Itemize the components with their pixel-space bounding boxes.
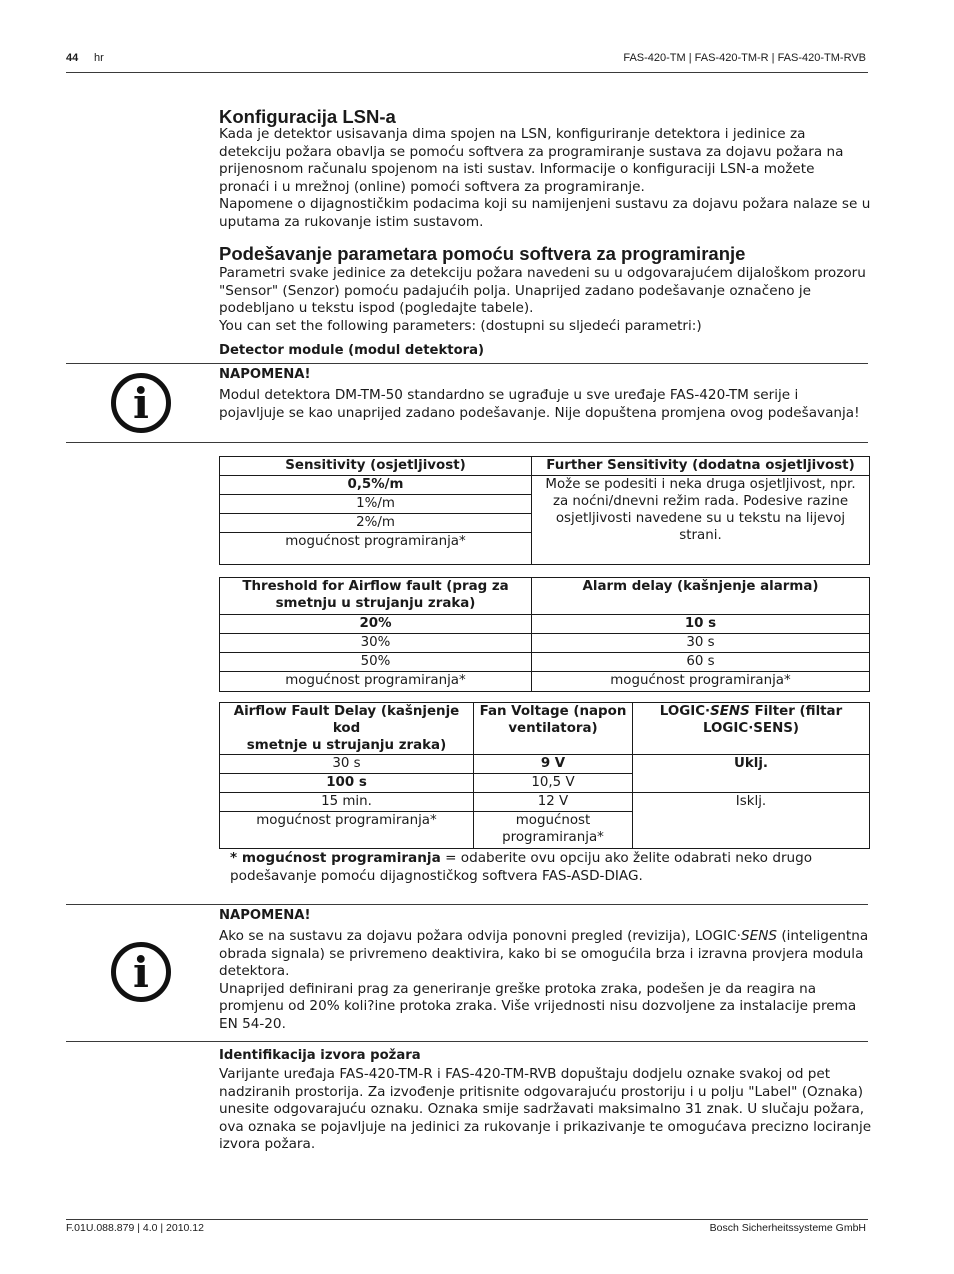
table-cell: mogućnost programiranja* bbox=[220, 533, 532, 565]
footnote-line bbox=[230, 850, 870, 868]
note-rule-bottom bbox=[66, 1041, 868, 1042]
table-cell: 60 s bbox=[532, 653, 870, 672]
footer-doc-id: F.01U.088.879 | 4.0 | 2010.12 bbox=[66, 1222, 204, 1234]
table-header bbox=[474, 703, 633, 755]
table-cell: 30 s bbox=[220, 755, 474, 774]
cell-line: strani. bbox=[679, 528, 722, 543]
table-cell: 30 s bbox=[532, 634, 870, 653]
body-line: "Sensor" (Senzor) pomoću padajućih polja. Unaprijed zadano podešavanje označeno je bbox=[219, 282, 811, 299]
sensitivity-table bbox=[219, 456, 870, 565]
table-cell: mogućnost programiranja* bbox=[220, 672, 532, 692]
cell-line: programiranja* bbox=[502, 830, 604, 845]
table-header: Alarm delay (kašnjenje alarma) bbox=[532, 578, 870, 615]
body-line: unesite odgovarajuću oznaku. Oznaka smije sadržavati maksimalno 31 znak. U slučaju požara, bbox=[219, 1101, 865, 1117]
footnote-term: * mogućnost programiranja bbox=[230, 850, 441, 866]
cell-line: osjetljivosti navedene su u tekstu na lijevoj bbox=[555, 511, 846, 526]
subheading-detector-module: Detector module (modul detektora) bbox=[219, 343, 485, 358]
note-body bbox=[219, 387, 879, 422]
body-line: ova oznaka se pojavljuje na jedinici za rukovanje i prikazivanje te omogućava precizno lociranje bbox=[219, 1118, 872, 1135]
body-line: izvora požara. bbox=[219, 1136, 316, 1152]
header-line: LOGIC·SENS) bbox=[702, 721, 800, 736]
note-rule-top bbox=[66, 363, 868, 364]
note-label: NAPOMENA! bbox=[219, 367, 311, 382]
header-line: Fan Voltage (napon bbox=[479, 704, 627, 719]
note-line: Unaprijed definirani prag za generiranje greške protoka zraka, podešen je da reagira na bbox=[219, 980, 817, 997]
header-text: Filter (filtar bbox=[749, 704, 843, 719]
header-rule bbox=[66, 72, 868, 73]
table-cell: 12 V bbox=[474, 793, 633, 812]
page-number: 44 bbox=[66, 52, 79, 64]
body-line: nadziranih prostorija. Za izvođenje pritisnite odgovarajuću prostoriju i u polju "Label" (Oznaka) bbox=[219, 1083, 864, 1100]
footnote-text: = odaberite ovu opciju ako želite odabrati neko drugo bbox=[440, 850, 813, 866]
table-cell: 30% bbox=[220, 634, 532, 653]
body-line: Kada je detektor usisavanja dima spojen na LSN, konfiguriranje detektora i jedinice za bbox=[219, 126, 806, 142]
section-body-fire-source bbox=[219, 1066, 879, 1154]
note-line: obrada signala) se privremeno deaktivira, kako bi se omogućila brza i izravna provjera modula bbox=[219, 945, 864, 962]
note-text: (inteligentna bbox=[777, 928, 869, 944]
subheading-fire-source: Identifikacija izvora požara bbox=[219, 1048, 421, 1063]
header-line bbox=[636, 703, 866, 720]
note-rule-bottom bbox=[66, 442, 868, 443]
table-cell: 9 V bbox=[474, 755, 633, 774]
section-title-lsn: Konfiguracija LSN-a bbox=[219, 106, 396, 127]
table-header: Further Sensitivity (dodatna osjetljivost) bbox=[532, 457, 870, 476]
note-body bbox=[219, 928, 879, 1033]
header-line: smetnje u strujanju zraka) bbox=[246, 738, 447, 753]
note-text: Ako se na sustavu za dojavu požara odvija ponovni pregled (revizija), LOGIC· bbox=[219, 928, 741, 944]
body-line: detekciju požara obavlja se pomoću softvera za programiranje sustava za dojavu požara na bbox=[219, 143, 844, 160]
fault-delay-table bbox=[219, 702, 870, 849]
body-line: podebljano u tekstu ispod (pogledajte tabele). bbox=[219, 300, 534, 316]
table-cell: 1%/m bbox=[220, 495, 532, 514]
body-line: uputama za rukovanje istim sustavom. bbox=[219, 213, 484, 230]
section-title-params: Podešavanje parametara pomoću softvera za programiranje bbox=[219, 243, 746, 264]
body-line: Parametri svake jedinice za detekciju požara navedeni su u odgovarajućem dijaloškom prozoru bbox=[219, 265, 866, 281]
table-cell: 10 s bbox=[532, 615, 870, 634]
table-cell: 10,5 V bbox=[474, 774, 633, 793]
table-cell: Uklj. bbox=[633, 755, 870, 793]
section-body-params bbox=[219, 265, 879, 335]
table-cell: Isklj. bbox=[633, 793, 870, 849]
table-cell: 0,5%/m bbox=[220, 476, 532, 495]
body-line: Napomene o dijagnostičkim podacima koji su namijenjeni sustavu za dojavu požara nalaze se u bbox=[219, 196, 871, 212]
table-header bbox=[633, 703, 870, 755]
table-cell: 100 s bbox=[220, 774, 474, 793]
table-cell: 2%/m bbox=[220, 514, 532, 533]
header-text-italic: SENS bbox=[710, 704, 750, 719]
note-text-italic: SENS bbox=[740, 928, 777, 944]
body-line: You can set the following parameters: (dostupni su sljedeći parametri:) bbox=[219, 317, 702, 334]
note-line: detektora. bbox=[219, 963, 290, 979]
footer-rule bbox=[66, 1219, 868, 1220]
note-rule-top bbox=[66, 904, 868, 905]
body-line: prijenosnom računalu spojenom na isti sustav. Informacije o konfiguraciji LSN-a možete bbox=[219, 161, 815, 177]
table-cell: mogućnost programiranja* bbox=[220, 812, 474, 849]
table-header: Sensitivity (osjetljivost) bbox=[220, 457, 532, 476]
table-header bbox=[220, 703, 474, 755]
note-line: pojavljuje se kao unaprijed zadano podešavanje. Nije dopuštena promjena ovog podešavanja! bbox=[219, 404, 860, 421]
table-cell: 50% bbox=[220, 653, 532, 672]
header-line: Threshold for Airflow fault (prag za bbox=[242, 579, 509, 594]
table-cell bbox=[474, 812, 633, 849]
table-cell: mogućnost programiranja* bbox=[532, 672, 870, 692]
note-line: Modul detektora DM-TM-50 standardno se ugrađuje u sve uređaje FAS-420-TM serije i bbox=[219, 387, 799, 403]
footer-company: Bosch Sicherheitssysteme GmbH bbox=[709, 1222, 866, 1234]
body-line: pronaći i u mrežnoj (online) pomoći softvera za programiranje. bbox=[219, 178, 645, 195]
language-code: hr bbox=[94, 52, 104, 64]
table-cell-further-sensitivity bbox=[532, 476, 870, 565]
cell-line: za noćni/dnevni režim rada. Podesive razine bbox=[552, 494, 849, 509]
airflow-threshold-table bbox=[219, 577, 870, 692]
note-line: promjenu od 20% koli?ine protoka zraka. Više vrijednosti nisu dozvoljene za instalacije prema bbox=[219, 998, 857, 1014]
header-line: Airflow Fault Delay (kašnjenje kod bbox=[233, 704, 460, 736]
section-body-lsn bbox=[219, 126, 879, 231]
info-icon: i bbox=[111, 942, 171, 1002]
table-cell: 15 min. bbox=[220, 793, 474, 812]
product-title: FAS-420-TM | FAS-420-TM-R | FAS-420-TM-RVB bbox=[623, 52, 866, 64]
table-header bbox=[220, 578, 532, 615]
footnote bbox=[230, 850, 870, 885]
note-label: NAPOMENA! bbox=[219, 908, 311, 923]
info-icon: i bbox=[111, 373, 171, 433]
header-line: ventilatora) bbox=[508, 721, 598, 736]
cell-line: mogućnost bbox=[515, 813, 591, 828]
header-line: smetnju u strujanju zraka) bbox=[275, 596, 476, 611]
note-line bbox=[219, 928, 879, 946]
footnote-line: podešavanje pomoću dijagnostičkog softvera FAS-ASD-DIAG. bbox=[230, 867, 643, 884]
body-line: Varijante uređaja FAS-420-TM-R i FAS-420-TM-RVB dopuštaju dodjelu oznake svakoj od pet bbox=[219, 1066, 831, 1082]
table-cell: 20% bbox=[220, 615, 532, 634]
header-text: LOGIC· bbox=[659, 704, 711, 719]
cell-line: Može se podesiti i neka druga osjetljivost, npr. bbox=[545, 477, 856, 492]
note-line: EN 54-20. bbox=[219, 1015, 286, 1032]
